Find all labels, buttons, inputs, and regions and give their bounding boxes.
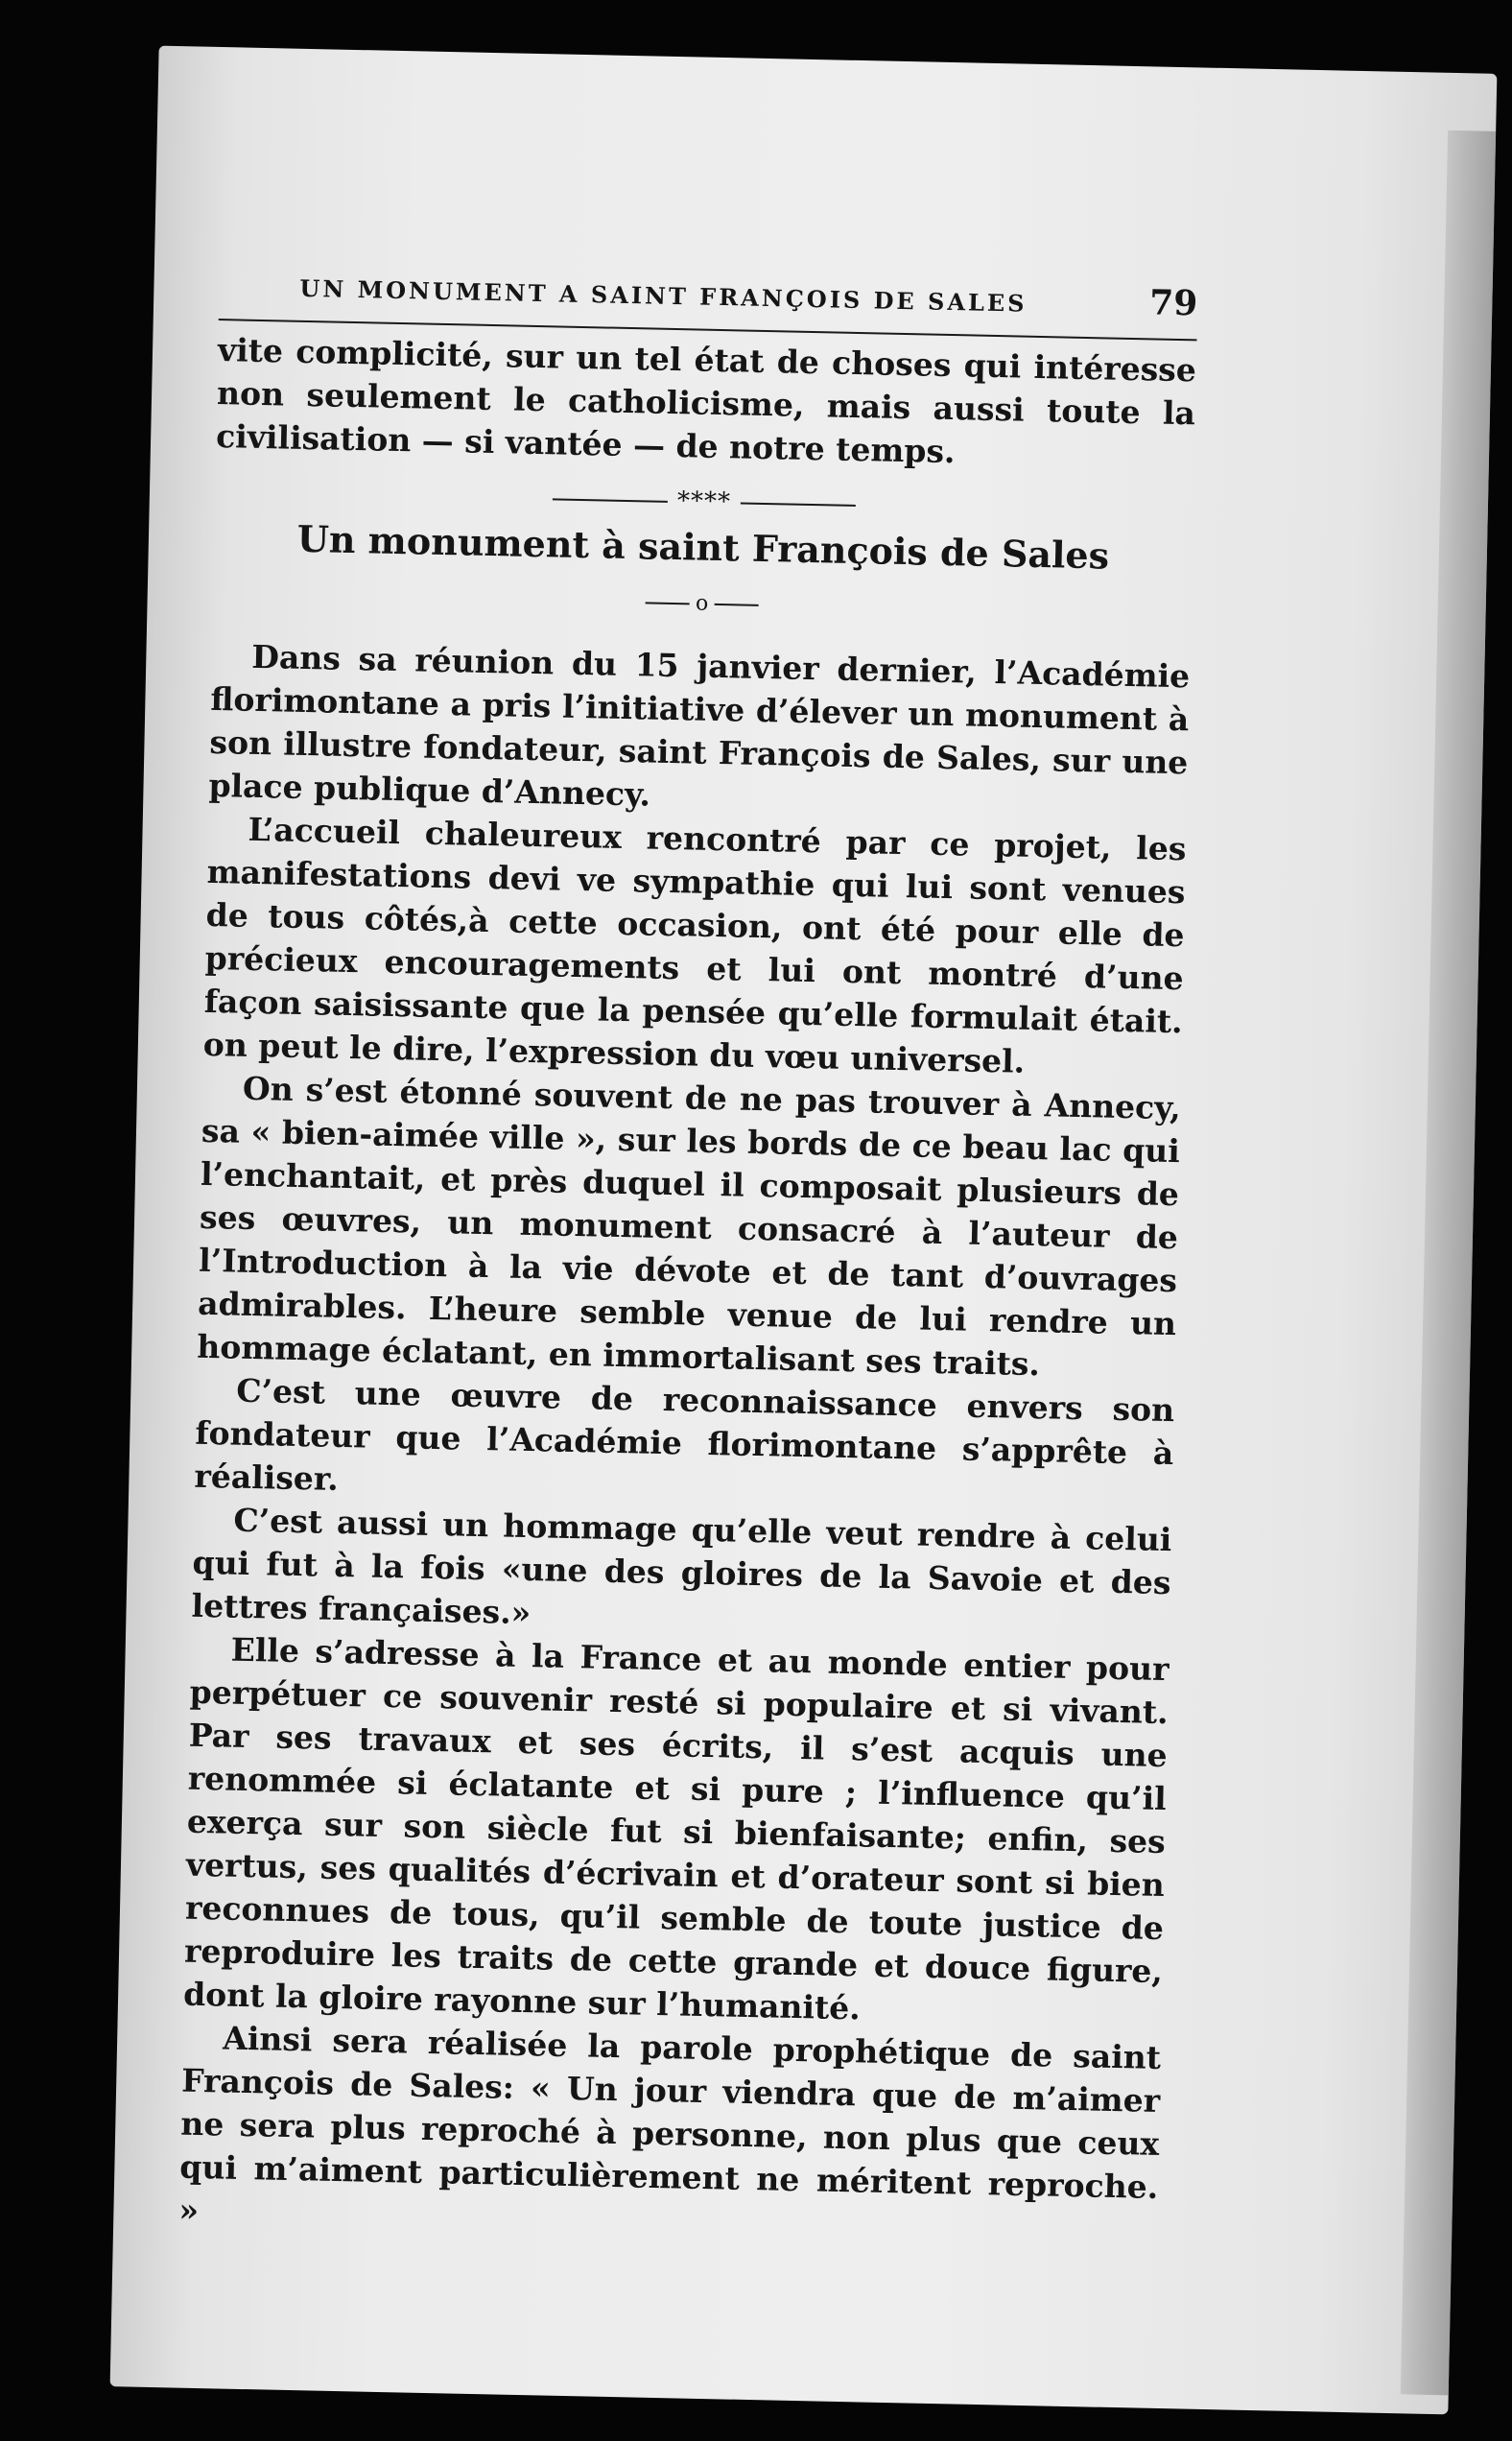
title-separator-mark: o: [695, 591, 709, 616]
body-paragraph-3: On s’est étonné souvent de ne pas trouver à Annecy, sa « bien-aimée ville », sur les bords de ce beau lac qui l’enchantait, et près duquel il composait plusieurs de ses œuvres, un monument consacré à l’auteur de l’Introduction à la vie dévote et de tant d’ouvrages admirables. L’heure semble venue de lui rendre un hommage éclatant, en immortalisant ses traits.: [196, 1069, 1182, 1384]
running-head: [219, 263, 1198, 341]
title-separator: [212, 581, 1191, 626]
article-title: Un monument à saint François de Sales: [296, 516, 1110, 578]
body-paragraph-7: Ainsi sera réalisée la parole prophétique de saint François de Sales: « Un jour viendra que de m’aimer ne sera plus reproché à personne, non plus que ceux qui m’aiment particulièrement ne méritent reproche. »: [178, 2019, 1162, 2230]
separator-stars: ****: [676, 486, 732, 517]
title-separator-rule-right: [714, 604, 758, 606]
book-page: [110, 46, 1498, 2415]
running-title: UN MONUMENT A SAINT FRANÇOIS DE SALES: [299, 273, 1028, 318]
page-number: 79: [1148, 282, 1198, 324]
separator-rule-left: [553, 498, 668, 503]
continuation-paragraph: vite complicité, sur un tel état de choses qui intéresse non seulement le catholicisme, mais aussi toute la civilisation — si vantée — de notre temps.: [215, 331, 1197, 471]
page-edge-shadow: [1401, 130, 1496, 2396]
body-paragraph-1: Dans sa réunion du 15 janvier dernier, l’Académie florimontane a pris l’initiative d’élever un monument à son illustre fondateur, saint François de Sales, sur une place publique d’Annecy.: [208, 637, 1191, 814]
body-paragraph-6: Elle s’adresse à la France et au monde entier pour perpétuer ce souvenir resté si populaire et si vivant. Par ses travaux et ses écrits, il s’est acquis une renommée si éclatante et si pure ; l’influence qu’il exerça sur son siècle fut si bienfaisante; enfin, ses vertus, ses qualités d’écrivain et d’orateur sont si bien reconnues de tous, qu’il semble de toute justice de reproduire les traits de cette grande et douce figure, dont la gloire rayonne sur l’humanité.: [182, 1630, 1169, 2027]
body-paragraph-2: L’accueil chaleureux rencontré par ce projet, les manifestations devi ve sympathie qui lui sont venues de tous côtés,à cette occasion, ont été pour elle de précieux encouragements et lui ont montré d’une façon saisissante que la pensée qu’elle formulait était. on peut le dire, l’expression du vœu universel.: [202, 810, 1187, 1080]
separator-rule-right: [741, 502, 856, 507]
title-separator-rule-left: [646, 602, 690, 604]
page-content: [178, 263, 1198, 2252]
body-paragraph-5: C’est aussi un hommage qu’elle veut rendre à celui qui fut à la fois «une des gloires de la Savoie et des lettres françaises.»: [191, 1501, 1172, 1632]
body-paragraph-4: C’est une œuvre de reconnaissance envers son fondateur que l’Académie florimontane s’apprête à réaliser.: [194, 1371, 1175, 1498]
